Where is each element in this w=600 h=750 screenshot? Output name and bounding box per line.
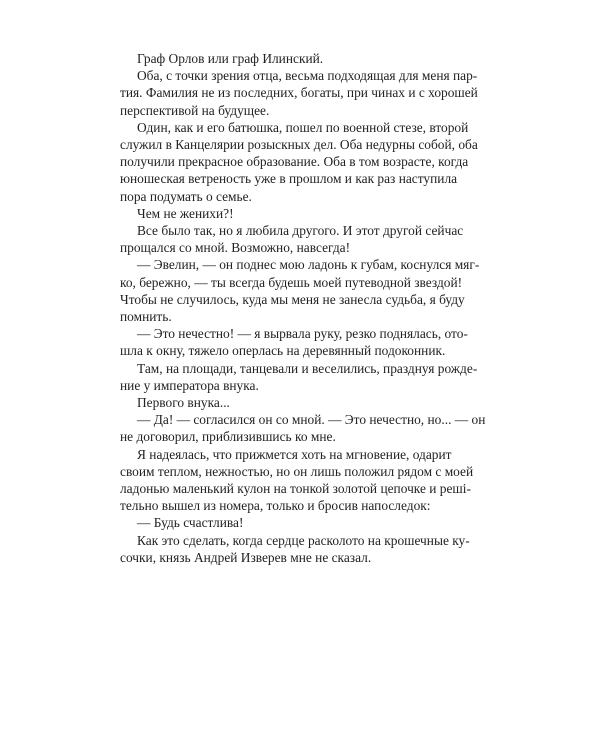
text-body [120,50,487,566]
paragraph: — Да! — согласился он со мной. — Это нечестно, но... — он не договорил, приблизившись ко мне. [120,412,486,445]
paragraph: Все было так, но я любила другого. И этот другой сейчас прощался со мной. Возможно, навсегда! [120,223,464,256]
paragraph: Оба, с точки зрения отца, весьма подходящая для меня пар- тия. Фамилия не из последних, богаты, при чинах и с хорошей перспективой на будущее. [120,68,478,118]
paragraph: Один, как и его батюшка, пошел по военной стезе, второй служил в Канцелярии розыскных дел. Оба недурны собой, оба получили прекрасное образование. Оба в том возрасте, когда юношеская ветреность уже в прошлом и как раз наступила пора подумать о семье. [120,119,478,204]
paragraph: Чем не женихи?! [137,205,234,221]
paragraph: Первого внука... [137,395,230,411]
paragraph: Как это сделать, когда сердце расколото на крошечные ку- сочки, князь Андрей Изверев мне не сказал. [120,532,470,565]
paragraph: — Это нечестно! — я вырвала руку, резко поднялась, ото- шла к окну, тяжело оперлась на деревянный подоконник. [120,326,468,359]
paragraph: — Эвелин, — он поднес мою ладонь к губам, коснулся мяг- ко, бережно, — ты всегда будешь моей путеводной звездой! Чтобы не случилось, куда мы меня не занесла судьба, я буду помнить. [120,257,480,325]
paragraph: Граф Орлов или граф Илинский. [137,51,324,66]
paragraph: Я надеялась, что прижмется хоть на мгновение, одарит своим теплом, нежностью, но он лишь положил рядом с моей ладонью маленький кулон на тонкой золотой цепочке и решi- тельно вышел из номера, только и бросив напоследок: [120,446,474,514]
paragraph: — Будь счастлива! [137,515,244,531]
paragraph: Там, на площади, танцевали и веселились, празднуя рожде- ние у императора внука. [120,360,478,393]
